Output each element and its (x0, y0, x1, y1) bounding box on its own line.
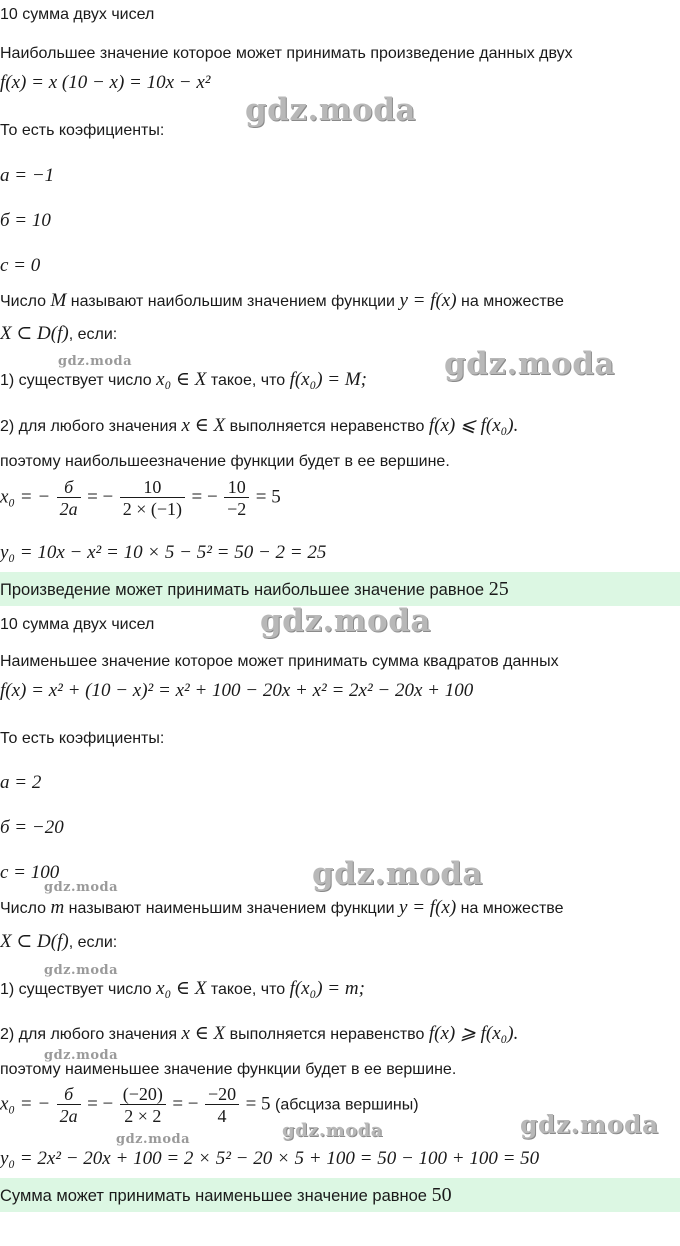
watermark-small: gdz.moda (58, 354, 133, 369)
coef-c-1: c = 0 (0, 255, 41, 276)
fraction: $\frac{-20}{4}$ (205, 1084, 239, 1127)
coef-b-2: б = −20 (0, 817, 64, 838)
coef-label-1: То есть коэфициенты: (0, 122, 165, 139)
answer-box-1 (0, 572, 680, 606)
answer-value: 50 (431, 1184, 452, 1206)
answer-box-2 (0, 1178, 680, 1212)
fraction: $\frac{10}{-2}$ (224, 477, 249, 520)
heading-2: 10 сумма двух чисел (0, 616, 155, 633)
watermark-small: gdz.moda (116, 1132, 191, 1147)
def-set: X ⊂ D(f) (0, 323, 69, 344)
x0-formula-2: x₀ = − $\frac{б}{2a}$ = − $\frac{(-20)}{2 \times 2}$ = − $\frac{-20}{4}$ = 5 (абсциза вершины) (0, 1084, 419, 1126)
fraction: $\frac{(-20)}{2 \times 2}$ (120, 1084, 166, 1127)
coef-a-2: a = 2 (0, 772, 42, 793)
answer-value: 25 (488, 578, 509, 600)
heading-1: 10 сумма двух чисел (0, 6, 155, 23)
intro-1: Наибольшее значение которое может принимать произведение данных двух (0, 45, 573, 62)
watermark: gdz.moda (444, 346, 615, 382)
y0-formula-1: y₀ = 10x − x² = 10 × 5 − 5² = 50 − 2 = 25 (0, 542, 327, 563)
definition-line-3: Число m называют наименьшим значением функции y = f(x) на множестве (0, 897, 564, 918)
watermark: gdz.moda (282, 1120, 383, 1141)
watermark-small: gdz.moda (44, 1048, 119, 1063)
fraction: $\frac{б}{2a}$ (57, 1084, 81, 1127)
y0-formula-2: y₀ = 2x² − 20x + 100 = 2 × 5² − 20 × 5 + 100 = 50 − 100 + 100 = 50 (0, 1148, 540, 1169)
condition-3: 1) существует число x₀ ∈ X такое, что f(x₀) = m; (0, 978, 365, 999)
function-2: f(x) = x² + (10 − x)² = x² + 100 − 20x + x² = 2x² − 20x + 100 (0, 680, 474, 701)
intro-2: Наименьшее значение которое может принимать сумма квадратов данных (0, 653, 559, 670)
definition-line-1 (0, 290, 564, 312)
def-text: называют наибольшим значением функции (70, 293, 395, 310)
condition-2: 2) для любого значения x ∈ X выполняется неравенство f(x) ⩽ f(x₀). (0, 415, 519, 436)
condition-1: 1) существует число x₀ ∈ X такое, что f(x₀) = M; (0, 369, 368, 390)
fraction: $\frac{б}{2a}$ (57, 477, 81, 520)
watermark: gdz.moda (245, 92, 416, 128)
watermark: gdz.moda (312, 856, 483, 892)
definition-line-2 (0, 322, 117, 345)
watermark-small: gdz.moda (44, 963, 119, 978)
def-symbol: M (50, 290, 67, 311)
def-function: y = f(x) (399, 290, 457, 311)
vertex-text-2: поэтому наименьшее значение функции будет в ее вершине. (0, 1061, 457, 1078)
watermark-small: gdz.moda (44, 880, 119, 895)
x0-note: (абсциза вершины) (275, 1096, 419, 1114)
answer-text: Сумма может принимать наименьшее значение равное (0, 1187, 427, 1205)
def-word: Число (0, 293, 47, 310)
answer-text: Произведение может принимать наибольшее значение равное (0, 581, 485, 599)
coef-b-1: б = 10 (0, 210, 51, 231)
coef-a-1: a = −1 (0, 165, 55, 186)
definition-line-4: X ⊂ D(f), если: (0, 931, 118, 952)
def-text-2: на множестве (461, 293, 564, 310)
def-if: , если: (68, 326, 118, 343)
condition-4: 2) для любого значения x ∈ X выполняется неравенство f(x) ⩾ f(x₀). (0, 1023, 519, 1044)
watermark: gdz.moda (260, 603, 431, 639)
coef-label-2: То есть коэфициенты: (0, 730, 165, 747)
vertex-text-1: поэтому наибольшеезначение функции будет в ее вершине. (0, 453, 450, 470)
watermark: gdz.moda (520, 1110, 659, 1139)
x0-formula-1: x₀ = − $\frac{б}{2a}$ = − $\frac{10}{2 \times (-1)}$ = − $\frac{10}{-2}$ = 5 (0, 477, 281, 519)
coef-c-2: c = 100 (0, 862, 60, 883)
fraction: $\frac{10}{2 \times (-1)}$ (120, 477, 185, 520)
function-1: f(x) = x (10 − x) = 10x − x² (0, 72, 211, 93)
